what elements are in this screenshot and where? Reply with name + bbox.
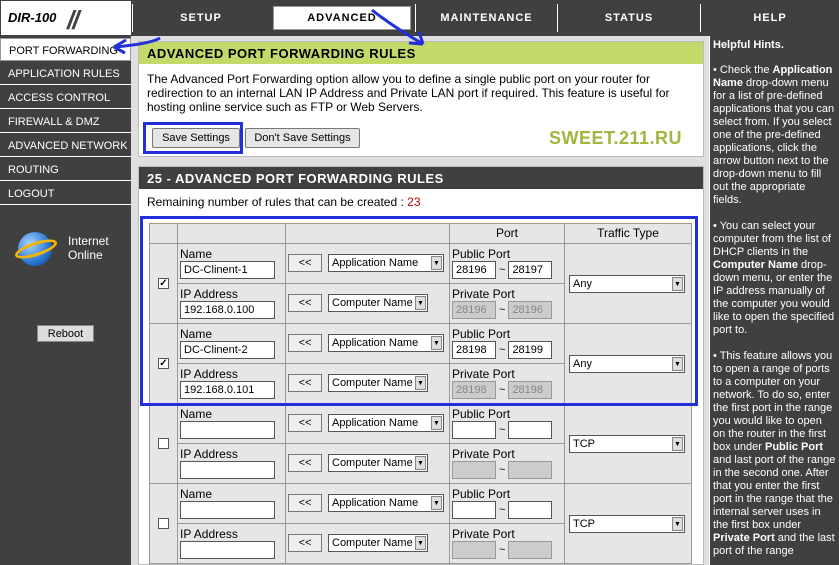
public-port-label: Public Port xyxy=(452,247,511,261)
private-port-label: Private Port xyxy=(452,287,515,301)
computer-name-select[interactable]: Computer Name ▼ xyxy=(328,454,428,472)
chevron-down-icon: ▼ xyxy=(415,376,426,390)
name-label: Name xyxy=(180,247,213,261)
fill-application-button[interactable]: << xyxy=(288,414,322,432)
range-tilde: ~ xyxy=(499,304,506,316)
logo-slashes-icon: // xyxy=(67,5,78,35)
rule-name-input[interactable]: DC-Clinent-1 xyxy=(180,261,275,279)
chevron-down-icon: ▼ xyxy=(672,437,683,451)
help-hint-computer: • You can select your computer from the list of DHCP clients in the Computer Name drop-down menu, or enter the IP address manually of the computer you would like to open the specified port to. xyxy=(713,220,835,336)
private-port-end-input[interactable]: 28196 xyxy=(508,301,552,319)
chevron-down-icon: ▼ xyxy=(415,536,426,550)
traffic-type-select[interactable]: TCP ▼ xyxy=(569,435,685,453)
watermark: SWEET.211.RU xyxy=(549,128,683,148)
private-port-end-input[interactable]: 28198 xyxy=(508,381,552,399)
help-title: Helpful Hints. xyxy=(713,39,784,51)
annotation-arrow-advanced xyxy=(372,10,423,44)
public-port-start-input[interactable]: 28196 xyxy=(452,261,496,279)
ip-address-label: IP Address xyxy=(180,527,238,541)
traffic-column-header: Traffic Type xyxy=(565,224,692,244)
chevron-down-icon: ▼ xyxy=(415,456,426,470)
name-label: Name xyxy=(180,327,213,341)
private-port-start-input[interactable]: 28196 xyxy=(452,301,496,319)
fill-computer-button[interactable]: << xyxy=(288,374,322,392)
private-port-start-input[interactable]: 28198 xyxy=(452,381,496,399)
intro-title: ADVANCED PORT FORWARDING RULES xyxy=(139,42,703,64)
computer-name-select[interactable]: Computer Name ▼ xyxy=(328,374,428,392)
chevron-down-icon: ▼ xyxy=(431,496,442,510)
public-port-label: Public Port xyxy=(452,407,511,421)
chevron-down-icon: ▼ xyxy=(672,277,683,291)
sidebar-item-routing[interactable]: ROUTING xyxy=(0,158,131,181)
sidebar-item-firewall-dmz[interactable]: FIREWALL & DMZ xyxy=(0,110,131,133)
range-tilde: ~ xyxy=(499,264,506,276)
rule-name-input[interactable]: DC-Clinent-2 xyxy=(180,341,275,359)
private-port-label: Private Port xyxy=(452,447,515,461)
sidebar-item-advanced-network[interactable]: ADVANCED NETWORK xyxy=(0,134,131,157)
dont-save-settings-button[interactable]: Don't Save Settings xyxy=(245,128,360,148)
help-hint-application: • Check the Application Name drop-down menu for a list of pre-defined applications that you can select from. If you select one of the pre-defined applications, click the arrow button next to the drop-down menu to fill out the appropriate fields. xyxy=(713,64,835,206)
application-name-select[interactable]: Application Name ▼ xyxy=(328,414,444,432)
fill-computer-button[interactable]: << xyxy=(288,294,322,312)
ip-address-label: IP Address xyxy=(180,447,238,461)
ip-address-input[interactable]: 192.168.0.101 xyxy=(180,381,275,399)
private-port-label: Private Port xyxy=(452,527,515,541)
tab-help[interactable]: HELP xyxy=(700,4,839,32)
public-port-label: Public Port xyxy=(452,487,511,501)
chevron-down-icon: ▼ xyxy=(431,416,442,430)
private-port-label: Private Port xyxy=(452,367,515,381)
rule-enable-checkbox[interactable]: ✓ xyxy=(159,358,168,369)
range-tilde: ~ xyxy=(499,424,506,436)
fill-computer-button[interactable]: << xyxy=(288,534,322,552)
ip-address-label: IP Address xyxy=(180,367,238,381)
chevron-down-icon: ▼ xyxy=(672,517,683,531)
chevron-down-icon: ▼ xyxy=(431,256,442,270)
range-tilde: ~ xyxy=(499,464,506,476)
name-label: Name xyxy=(180,487,213,501)
fill-application-button[interactable]: << xyxy=(288,334,322,352)
sidebar-item-application-rules[interactable]: APPLICATION RULES xyxy=(0,62,131,85)
traffic-type-select[interactable]: Any ▼ xyxy=(569,275,685,293)
application-name-select[interactable]: Application Name ▼ xyxy=(328,334,444,352)
range-tilde: ~ xyxy=(499,544,506,556)
name-label: Name xyxy=(180,407,213,421)
remaining-label: Remaining number of rules that can be created : xyxy=(147,195,404,209)
fill-application-button[interactable]: << xyxy=(288,494,322,512)
fill-application-button[interactable]: << xyxy=(288,254,322,272)
port-column-header: Port xyxy=(450,224,565,244)
application-name-select[interactable]: Application Name ▼ xyxy=(328,254,444,272)
chevron-down-icon: ▼ xyxy=(431,336,442,350)
application-name-select[interactable]: Application Name ▼ xyxy=(328,494,444,512)
intro-text: The Advanced Port Forwarding option allow you to define a single public port on your router for redirection to an internal LAN IP Address and Private LAN port if required. This feature is useful for hosting online service such as FTP or Web Servers. xyxy=(147,72,670,114)
public-port-start-input[interactable]: 28198 xyxy=(452,341,496,359)
chevron-down-icon: ▼ xyxy=(415,296,426,310)
chevron-down-icon: ▼ xyxy=(672,357,683,371)
rules-title: 25 - ADVANCED PORT FORWARDING RULES xyxy=(139,167,703,189)
traffic-type-select[interactable]: TCP ▼ xyxy=(569,515,685,533)
save-settings-button[interactable]: Save Settings xyxy=(152,128,240,148)
fill-computer-button[interactable]: << xyxy=(288,454,322,472)
computer-name-select[interactable]: Computer Name ▼ xyxy=(328,294,428,312)
reboot-button[interactable]: Reboot xyxy=(37,325,94,342)
rule-enable-checkbox[interactable]: ✓ xyxy=(159,278,168,289)
remaining-count: 23 xyxy=(407,195,421,209)
ip-address-input[interactable]: 192.168.0.100 xyxy=(180,301,275,319)
range-tilde: ~ xyxy=(499,384,506,396)
public-port-label: Public Port xyxy=(452,327,511,341)
internet-status-label: Internet xyxy=(68,234,109,248)
range-tilde: ~ xyxy=(499,504,506,516)
model-name: DIR-100 xyxy=(8,10,57,25)
tab-advanced[interactable]: ADVANCED xyxy=(273,6,411,30)
public-port-end-input[interactable]: 28197 xyxy=(508,261,552,279)
sidebar-item-port-forwarding[interactable]: PORT FORWARDING xyxy=(0,38,131,61)
help-hint-range: • This feature allows you to open a range of ports to a computer on your network. To do so, enter the first port in the range you would like to open on the router in the first box under Public Port and last port of the range in the second one. After that you enter the first port in the range that the internal server uses in the first box under Private Port and the last port of the range xyxy=(713,350,836,557)
range-tilde: ~ xyxy=(499,344,506,356)
internet-status-value: Online xyxy=(68,248,103,262)
computer-name-select[interactable]: Computer Name ▼ xyxy=(328,534,428,552)
tab-maintenance[interactable]: MAINTENANCE xyxy=(415,4,557,32)
tab-status[interactable]: STATUS xyxy=(557,4,700,32)
public-port-end-input[interactable]: 28199 xyxy=(508,341,552,359)
ip-address-label: IP Address xyxy=(180,287,238,301)
traffic-type-select[interactable]: Any ▼ xyxy=(569,355,685,373)
sidebar-item-access-control[interactable]: ACCESS CONTROL xyxy=(0,86,131,109)
tab-setup[interactable]: SETUP xyxy=(132,4,269,32)
sidebar-item-logout[interactable]: LOGOUT xyxy=(0,182,131,205)
